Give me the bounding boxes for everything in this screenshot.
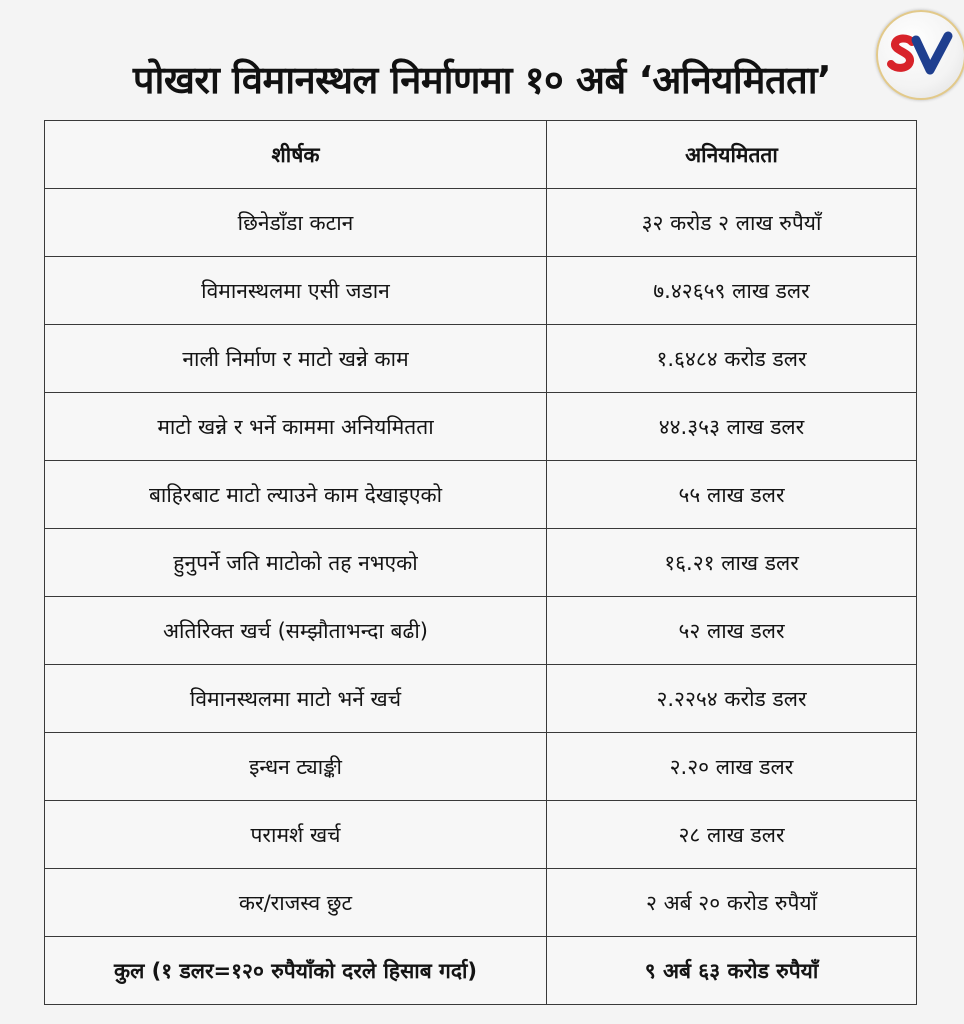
table-row [45, 869, 917, 937]
row-title: हुनुपर्ने जति माटोको तह नभएको [45, 529, 547, 597]
row-amount: १.६४८४ करोड डलर [547, 325, 917, 393]
table-row [45, 597, 917, 665]
table-row [45, 461, 917, 529]
row-amount: १६.२१ लाख डलर [547, 529, 917, 597]
row-title: इन्धन ट्याङ्की [45, 733, 547, 801]
total-label: कुल (१ डलर=१२० रुपैयाँको दरले हिसाब गर्दा) [45, 937, 547, 1005]
table-row [45, 665, 917, 733]
table-total-row [45, 937, 917, 1005]
irregularity-table [44, 120, 917, 1005]
page-title: पोखरा विमानस्थल निर्माणमा १० अर्ब ‘अनियमितता’ [132, 58, 832, 102]
row-amount: २ अर्ब २० करोड रुपैयाँ [547, 869, 917, 937]
table-row [45, 325, 917, 393]
row-title: विमानस्थलमा माटो भर्ने खर्च [45, 665, 547, 733]
row-title: अतिरिक्त खर्च (सम्झौताभन्दा बढी) [45, 597, 547, 665]
table-row [45, 801, 917, 869]
row-title: विमानस्थलमा एसी जडान [45, 257, 547, 325]
row-title: कर/राजस्व छुट [45, 869, 547, 937]
row-title: माटो खन्ने र भर्ने काममा अनियमितता [45, 393, 547, 461]
table-row [45, 393, 917, 461]
row-amount: ७.४२६५९ लाख डलर [547, 257, 917, 325]
row-title: छिनेडाँडा कटान [45, 189, 547, 257]
total-amount: ९ अर्ब ६३ करोड रुपैयाँ [547, 937, 917, 1005]
row-amount: ३२ करोड २ लाख रुपैयाँ [547, 189, 917, 257]
table-row [45, 529, 917, 597]
row-amount: ४४.३५३ लाख डलर [547, 393, 917, 461]
row-amount: २८ लाख डलर [547, 801, 917, 869]
row-amount: ५२ लाख डलर [547, 597, 917, 665]
row-title: बाहिरबाट माटो ल्याउने काम देखाइएको [45, 461, 547, 529]
table-row [45, 257, 917, 325]
row-amount: २.२० लाख डलर [547, 733, 917, 801]
row-amount: ५५ लाख डलर [547, 461, 917, 529]
table-row [45, 733, 917, 801]
row-title: नाली निर्माण र माटो खन्ने काम [45, 325, 547, 393]
table-header-row [45, 121, 917, 189]
table-row [45, 189, 917, 257]
row-title: परामर्श खर्च [45, 801, 547, 869]
row-amount: २.२२५४ करोड डलर [547, 665, 917, 733]
header-title: शीर्षक [45, 121, 547, 189]
header-irregularity: अनियमितता [547, 121, 917, 189]
